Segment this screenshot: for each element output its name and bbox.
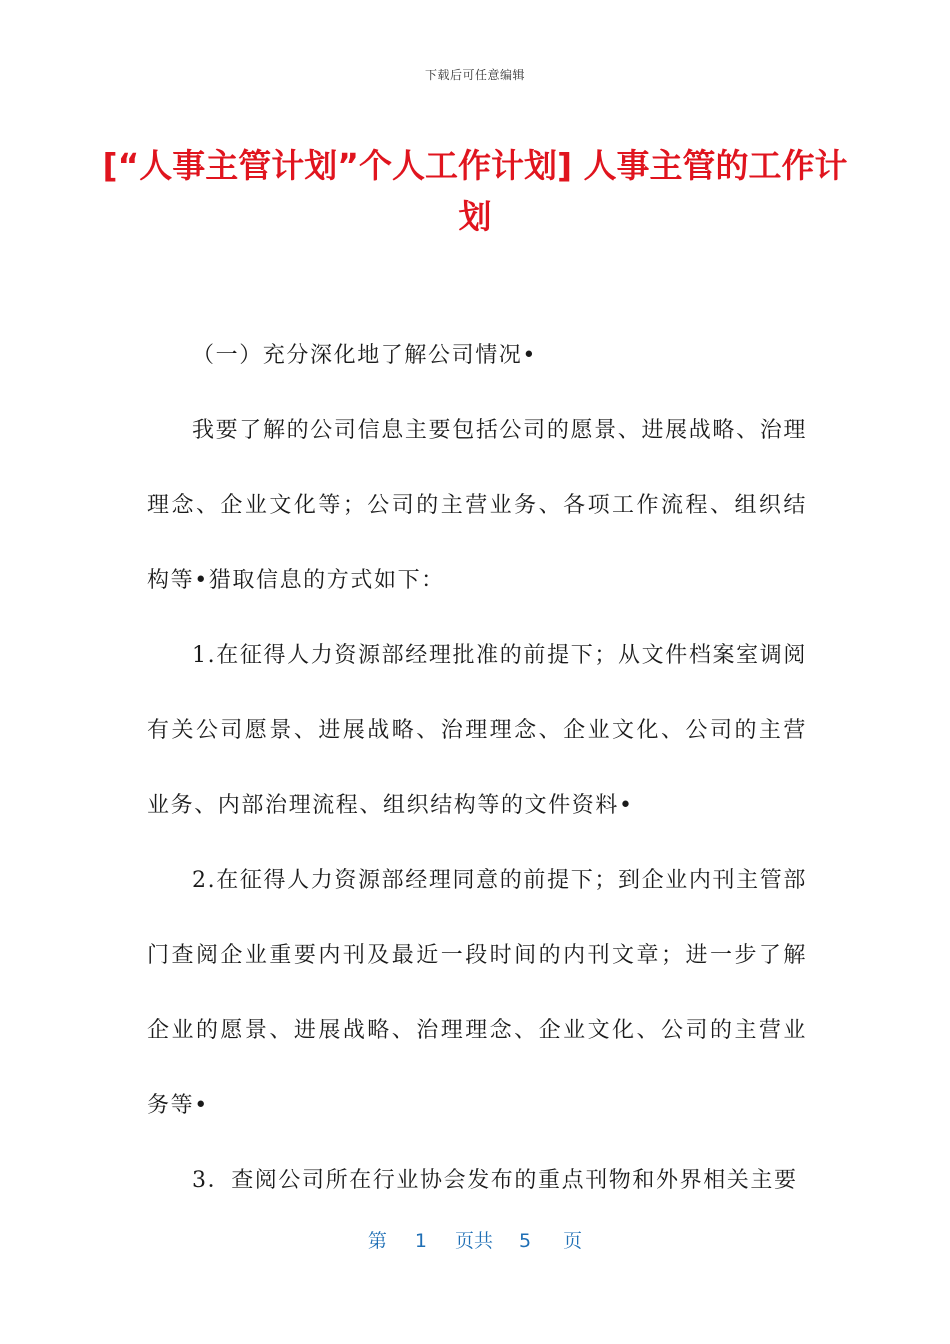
footer-total-pages: 5	[519, 1230, 532, 1252]
paragraph-section-heading: （一）充分深化地了解公司情况•	[192, 343, 537, 368]
footer-page-number: 1	[414, 1230, 427, 1252]
paragraph-item-1: 1.在征得人力资源部经理批准的前提下；从文件档案室调阅有关公司愿景、进展战略、治理理念、企业文化、公司的主营业务、内部治理流程、组织结构等的文件资料•	[147, 643, 807, 818]
footer-suffix: 页	[563, 1230, 583, 1252]
document-body	[147, 318, 807, 1218]
page-footer	[0, 1226, 950, 1253]
paragraph-item-3: 3．查阅公司所在行业协会发布的重点刊物和外界相关主要	[192, 1168, 798, 1193]
document-title: [“人事主管计划”个人工作计划] 人事主管的工作计划	[102, 146, 848, 236]
footer-prefix: 第	[367, 1230, 387, 1252]
paragraph-intro: 我要了解的公司信息主要包括公司的愿景、进展战略、治理理念、企业文化等；公司的主营业务、各项工作流程、组织结构等•猎取信息的方式如下：	[147, 418, 807, 593]
paragraph-item-2: 2.在征得人力资源部经理同意的前提下；到企业内刊主管部门查阅企业重要内刊及最近一段时间的内刊文章；进一步了解企业的愿景、进展战略、治理理念、企业文化、公司的主营业务等•	[147, 868, 807, 1118]
header-note: 下载后可任意编辑	[424, 68, 525, 82]
footer-middle: 页共	[454, 1230, 493, 1252]
